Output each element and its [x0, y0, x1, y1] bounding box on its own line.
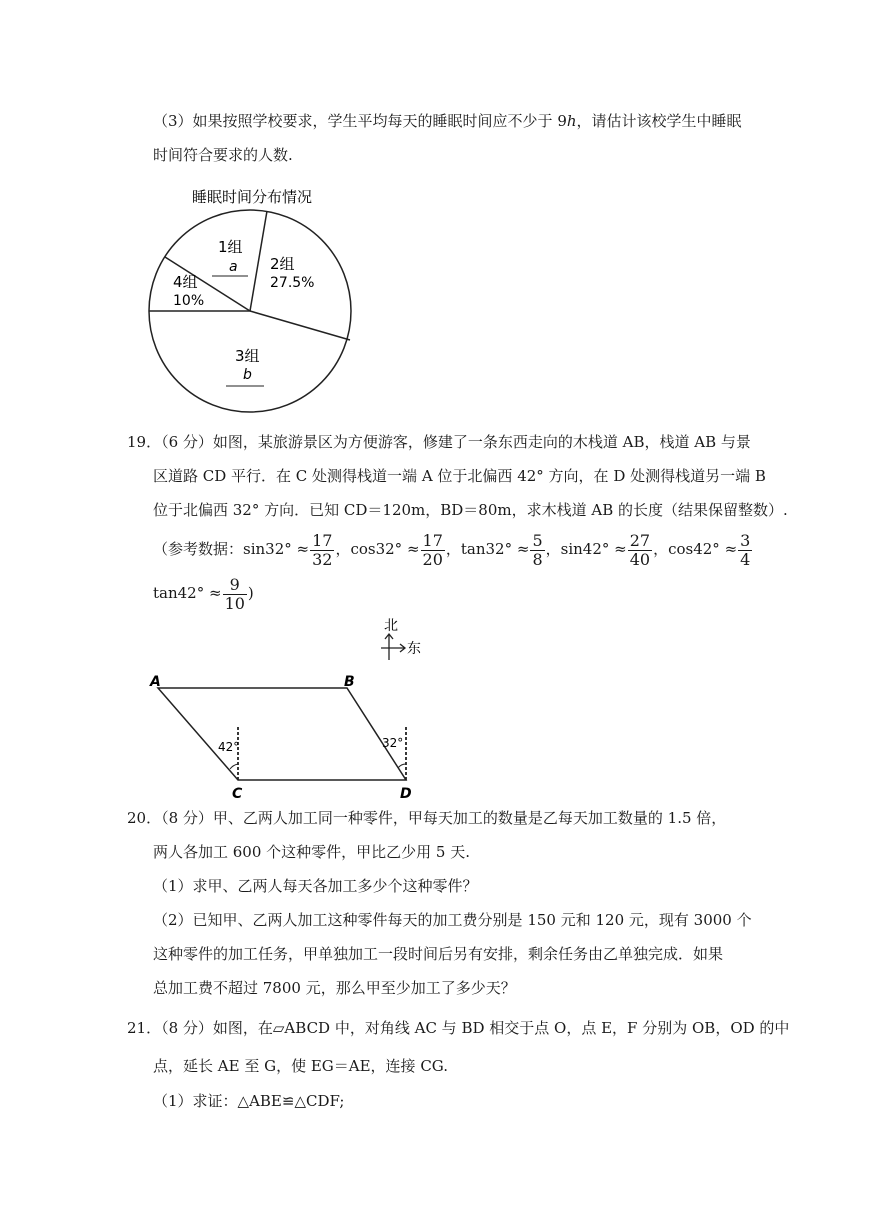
point-b-label: B: [344, 674, 355, 690]
sleep-pie-chart: [140, 180, 370, 415]
q19-reference-data: （参考数据：sin32° ≈ $\frac{17}{32}$ ，cos32° ≈ $\frac{17}{20}$ ，tan32° ≈ $\frac{5}{8}$ ，sin42° ≈ $\frac{27}{40}$ ，cos42° ≈ $\frac{3}{4}$: [153, 530, 751, 569]
pie-title: 睡眠时间分布情况: [192, 188, 313, 206]
pie-slice-4-value: 10%: [173, 293, 205, 309]
q21-line2: 点，延长 AE 至 G，使 EG＝AE，连接 CG.: [153, 1057, 449, 1075]
point-a-label: A: [150, 674, 161, 690]
pie-slice-2-group: 2组: [270, 255, 295, 273]
pie-slice-2-value: 27.5%: [270, 275, 315, 291]
point-c-label: C: [232, 786, 243, 802]
compass-icon: [381, 618, 421, 660]
pie-slice-3-value: b: [243, 367, 252, 383]
angle-arc-c: [230, 764, 238, 769]
frac-cos42: $\frac{3}{4}$: [740, 530, 751, 569]
angle-label-d: 32°: [382, 736, 404, 750]
pie-slice-4-group: 4组: [173, 273, 198, 291]
q18-part3-line2: 时间符合要求的人数.: [153, 146, 293, 164]
q19-figure: [140, 612, 440, 804]
q20-line2: 两人各加工 600 个这种零件，甲比乙少用 5 天.: [153, 843, 471, 861]
compass-east-label: 东: [407, 641, 421, 657]
q20-part2-line3: 总加工费不超过 7800 元，那么甲至少加工了多少天？: [153, 979, 516, 997]
frac-cos32: $\frac{17}{20}$: [422, 530, 443, 569]
q19-line2: 区道路 CD 平行．在 C 处测得栈道一端 A 位于北偏西 42° 方向，在 D 处测得栈道另一端 B: [153, 467, 766, 485]
parallelogram-abdc: [158, 688, 406, 780]
frac-sin32: $\frac{17}{32}$: [312, 530, 333, 569]
q20-part1: （1）求甲、乙两人每天各加工多少个这种零件？: [153, 877, 478, 895]
angle-arc-d: [398, 764, 406, 768]
pie-slice-1-group: 1组: [218, 238, 243, 256]
frac-tan32: $\frac{5}{8}$: [532, 530, 543, 569]
q21-part1: （1）求证：△ABE≌△CDF;: [153, 1092, 345, 1110]
pie-slice-3-group: 3组: [235, 347, 260, 365]
compass-north-label: 北: [384, 618, 398, 634]
pie-divider-1-2: [250, 211, 267, 311]
q20-line1: 20．（8 分）甲、乙两人加工同一种零件，甲每天加工的数量是乙每天加工数量的 1.5 倍，: [127, 809, 727, 827]
point-d-label: D: [400, 786, 412, 802]
pie-divider-2-3: [250, 311, 350, 340]
frac-tan42: $\frac{9}{10}$: [224, 574, 245, 613]
angle-label-c: 42°: [218, 740, 240, 754]
q19-reference-data-cont: tan42° ≈ $\frac{9}{10}$ ): [153, 574, 254, 613]
q21-line1: 21．（8 分）如图，在▱ABCD 中，对角线 AC 与 BD 相交于点 O，点 E，F 分别为 OB，OD 的中: [127, 1019, 790, 1037]
pie-slice-1-value: a: [229, 259, 238, 275]
q19-line3: 位于北偏西 32° 方向．已知 CD＝120m，BD＝80m，求木栈道 AB 的长度（结果保留整数）.: [153, 501, 788, 519]
q18-part3-line1: （3）如果按照学校要求，学生平均每天的睡眠时间应不少于 9h，请估计该校学生中睡眠: [153, 112, 742, 130]
q19-line1: 19．（6 分）如图，某旅游景区为方便游客，修建了一条东西走向的木栈道 AB，栈道 AB 与景: [127, 433, 751, 451]
frac-sin42: $\frac{27}{40}$: [629, 530, 651, 569]
q20-part2-line2: 这种零件的加工任务，甲单独加工一段时间后另有安排，剩余任务由乙单独完成．如果: [153, 945, 724, 963]
q20-part2-line1: （2）已知甲、乙两人加工这种零件每天的加工费分别是 150 元和 120 元，现有 3000 个: [153, 911, 752, 929]
